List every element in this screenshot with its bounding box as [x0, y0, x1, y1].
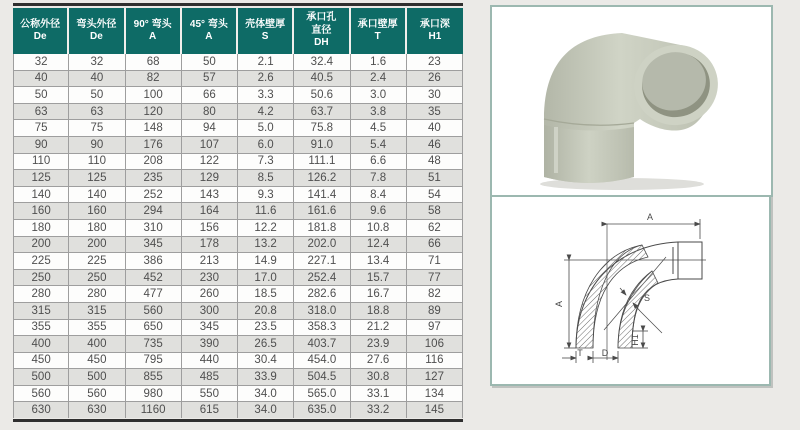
table-cell: 35 [407, 104, 463, 121]
dimension-diagram-panel [490, 195, 771, 386]
table-cell: 106 [407, 336, 463, 353]
table-cell: 63 [69, 104, 125, 121]
column-header-8 [407, 8, 463, 54]
table-cell: 345 [126, 237, 182, 254]
table-cell: 125 [13, 170, 69, 187]
table-cell: 315 [69, 303, 125, 320]
table-cell: 450 [69, 353, 125, 370]
column-header-line: DH [314, 37, 329, 49]
table-cell: 1160 [126, 402, 182, 418]
table-cell: 40 [407, 120, 463, 137]
table-cell: 57 [182, 71, 238, 88]
table-cell: 26 [407, 71, 463, 88]
column-header-line: 承口深 [419, 18, 450, 30]
table-cell: 213 [182, 253, 238, 270]
column-header-line: A [205, 31, 213, 42]
table-cell: 980 [126, 386, 182, 403]
label-t: T [577, 348, 583, 358]
table-cell: 12.2 [238, 220, 294, 237]
column-header-line: 承口孔 [306, 12, 337, 24]
column-header-3 [126, 8, 182, 54]
table-cell: 50.6 [294, 87, 350, 104]
table-row [13, 253, 463, 270]
table-cell: 358.3 [294, 320, 350, 337]
table-cell: 68 [126, 54, 182, 71]
table-cell: 294 [126, 203, 182, 220]
elbow-photo [492, 7, 771, 195]
table-cell: 58 [407, 203, 463, 220]
table-cell: 140 [13, 187, 69, 204]
table-cell: 110 [69, 154, 125, 171]
elbow-dimension-diagram [492, 197, 769, 384]
table-cell: 280 [13, 286, 69, 303]
table-cell: 18.5 [238, 286, 294, 303]
table-cell: 50 [13, 87, 69, 104]
table-row [13, 137, 463, 154]
table-cell: 32.4 [294, 54, 350, 71]
column-header-line: 承口壁厚 [357, 18, 398, 30]
table-cell: 565.0 [294, 386, 350, 403]
table-cell: 477 [126, 286, 182, 303]
column-header-line: De [33, 31, 47, 42]
table-cell: 164 [182, 203, 238, 220]
table-cell: 7.8 [351, 170, 407, 187]
label-s: S [644, 293, 651, 303]
table-row [13, 336, 463, 353]
table-row [13, 71, 463, 88]
table-cell: 145 [407, 402, 463, 418]
table-cell: 148 [126, 120, 182, 137]
table-cell: 125 [69, 170, 125, 187]
table-cell: 97 [407, 320, 463, 337]
table-cell: 176 [126, 137, 182, 154]
table-cell: 318.0 [294, 303, 350, 320]
table-cell: 48 [407, 154, 463, 171]
table-row [13, 87, 463, 104]
table-cell: 3.8 [351, 104, 407, 121]
table-cell: 181.8 [294, 220, 350, 237]
table-cell: 161.6 [294, 203, 350, 220]
s-leader [640, 311, 662, 333]
table-cell: 355 [69, 320, 125, 337]
table-cell: 77 [407, 270, 463, 287]
table-cell: 282.6 [294, 286, 350, 303]
table-cell: 89 [407, 303, 463, 320]
table-cell: 200 [69, 237, 125, 254]
table-cell: 6.0 [238, 137, 294, 154]
table-cell: 40 [69, 71, 125, 88]
table-cell: 75 [13, 120, 69, 137]
table-cell: 345 [182, 320, 238, 337]
table-cell: 75 [69, 120, 125, 137]
table-cell: 504.5 [294, 369, 350, 386]
table-row [13, 303, 463, 320]
table-cell: 452 [126, 270, 182, 287]
column-header-line: T [374, 31, 381, 42]
table-cell: 134 [407, 386, 463, 403]
table-cell: 200 [13, 237, 69, 254]
table-cell: 4.5 [351, 120, 407, 137]
label-a-top: A [646, 212, 654, 222]
table-cell: 5.0 [238, 120, 294, 137]
table-cell: 180 [13, 220, 69, 237]
table-row [13, 154, 463, 171]
table-cell: 178 [182, 237, 238, 254]
table-row [13, 104, 463, 121]
table-cell: 90 [13, 137, 69, 154]
table-cell: 82 [126, 71, 182, 88]
table-cell: 156 [182, 220, 238, 237]
table-cell: 33.9 [238, 369, 294, 386]
table-cell: 485 [182, 369, 238, 386]
table-cell: 300 [182, 303, 238, 320]
table-cell: 26.5 [238, 336, 294, 353]
table-cell: 202.0 [294, 237, 350, 254]
table-cell: 280 [69, 286, 125, 303]
table-cell: 3.3 [238, 87, 294, 104]
s-arrow-1 [620, 288, 626, 295]
table-cell: 50 [69, 87, 125, 104]
table-row [13, 170, 463, 187]
table-cell: 23.5 [238, 320, 294, 337]
table-cell: 3.0 [351, 87, 407, 104]
table-row [13, 320, 463, 337]
column-header-line: S [261, 31, 269, 42]
table-cell: 140 [69, 187, 125, 204]
table-cell: 400 [13, 336, 69, 353]
table-cell: 4.2 [238, 104, 294, 121]
table-cell: 550 [182, 386, 238, 403]
table-header [13, 8, 463, 54]
column-header-6 [294, 8, 350, 54]
table-cell: 63 [13, 104, 69, 121]
table-row [13, 353, 463, 370]
table-row [13, 54, 463, 71]
table-cell: 13.2 [238, 237, 294, 254]
table-cell: 75.8 [294, 120, 350, 137]
table-row [13, 286, 463, 303]
column-header-line: 弯头外径 [76, 18, 117, 30]
table-cell: 23 [407, 54, 463, 71]
table-cell: 250 [69, 270, 125, 287]
header-row [13, 8, 463, 54]
table-cell: 315 [13, 303, 69, 320]
table-cell: 17.0 [238, 270, 294, 287]
table-cell: 855 [126, 369, 182, 386]
table-cell: 386 [126, 253, 182, 270]
column-header-line: H1 [428, 31, 442, 42]
table-cell: 94 [182, 120, 238, 137]
table-cell: 40.5 [294, 71, 350, 88]
column-header-4 [182, 8, 238, 54]
table-cell: 34.0 [238, 386, 294, 403]
column-header-line: A [149, 31, 157, 42]
column-header-line: 壳体壁厚 [245, 18, 286, 30]
column-header-line: 90° 弯头 [133, 18, 172, 30]
table-cell: 6.6 [351, 154, 407, 171]
table-cell: 30.8 [351, 369, 407, 386]
label-h1: H1 [630, 334, 640, 346]
table-row [13, 237, 463, 254]
table-cell: 225 [13, 253, 69, 270]
table-cell: 310 [126, 220, 182, 237]
table-cell: 34.0 [238, 402, 294, 418]
table-cell: 630 [69, 402, 125, 418]
label-d: D [601, 348, 609, 358]
table-cell: 227.1 [294, 253, 350, 270]
table-cell: 90 [69, 137, 125, 154]
table-row [13, 369, 463, 386]
elbow-spec-table [13, 8, 463, 418]
table-cell: 141.4 [294, 187, 350, 204]
table-cell: 50 [182, 54, 238, 71]
table-row [13, 270, 463, 287]
table-row [13, 203, 463, 220]
table-cell: 250 [13, 270, 69, 287]
column-header-7 [351, 8, 407, 54]
table-cell: 560 [13, 386, 69, 403]
table-cell: 735 [126, 336, 182, 353]
column-header-2 [69, 8, 125, 54]
table-cell: 66 [182, 87, 238, 104]
table-cell: 12.4 [351, 237, 407, 254]
table-cell: 260 [182, 286, 238, 303]
table-cell: 225 [69, 253, 125, 270]
table-cell: 560 [69, 386, 125, 403]
column-header-5 [238, 8, 294, 54]
table-cell: 110 [13, 154, 69, 171]
table-cell: 11.6 [238, 203, 294, 220]
table-cell: 7.3 [238, 154, 294, 171]
table-cell: 20.8 [238, 303, 294, 320]
table-body [13, 54, 463, 418]
table-cell: 23.9 [351, 336, 407, 353]
label-a-left: A [554, 300, 564, 308]
table-cell: 16.7 [351, 286, 407, 303]
table-cell: 160 [13, 203, 69, 220]
table-cell: 33.1 [351, 386, 407, 403]
table-cell: 403.7 [294, 336, 350, 353]
table-cell: 63.7 [294, 104, 350, 121]
table-cell: 15.7 [351, 270, 407, 287]
table-cell: 91.0 [294, 137, 350, 154]
table-cell: 2.6 [238, 71, 294, 88]
table-cell: 230 [182, 270, 238, 287]
table-cell: 46 [407, 137, 463, 154]
table-cell: 560 [126, 303, 182, 320]
table-cell: 450 [13, 353, 69, 370]
table-cell: 400 [69, 336, 125, 353]
table-cell: 5.4 [351, 137, 407, 154]
table-row [13, 402, 463, 418]
table-cell: 390 [182, 336, 238, 353]
table-cell: 8.5 [238, 170, 294, 187]
table-cell: 795 [126, 353, 182, 370]
table-cell: 30.4 [238, 353, 294, 370]
table-row [13, 120, 463, 137]
table-cell: 129 [182, 170, 238, 187]
table-cell: 180 [69, 220, 125, 237]
table-cell: 1.6 [351, 54, 407, 71]
spec-table [13, 3, 463, 422]
table-cell: 143 [182, 187, 238, 204]
table-cell: 40 [13, 71, 69, 88]
table-cell: 107 [182, 137, 238, 154]
table-cell: 54 [407, 187, 463, 204]
table-cell: 454.0 [294, 353, 350, 370]
table-cell: 100 [126, 87, 182, 104]
column-header-line: 45° 弯头 [189, 18, 228, 30]
table-cell: 51 [407, 170, 463, 187]
table-cell: 27.6 [351, 353, 407, 370]
table-cell: 30 [407, 87, 463, 104]
table-cell: 252 [126, 187, 182, 204]
socket-outline [678, 242, 702, 279]
table-cell: 32 [69, 54, 125, 71]
table-cell: 122 [182, 154, 238, 171]
table-cell: 120 [126, 104, 182, 121]
table-cell: 14.9 [238, 253, 294, 270]
table-cell: 635.0 [294, 402, 350, 418]
table-cell: 9.3 [238, 187, 294, 204]
table-cell: 615 [182, 402, 238, 418]
table-cell: 160 [69, 203, 125, 220]
table-cell: 440 [182, 353, 238, 370]
table-cell: 2.1 [238, 54, 294, 71]
table-cell: 235 [126, 170, 182, 187]
table-cell: 208 [126, 154, 182, 171]
table-cell: 66 [407, 237, 463, 254]
table-cell: 80 [182, 104, 238, 121]
table-cell: 126.2 [294, 170, 350, 187]
table-row [13, 187, 463, 204]
column-header-1 [13, 8, 69, 54]
table-cell: 111.1 [294, 154, 350, 171]
column-header-line: 公称外径 [20, 18, 61, 30]
table-cell: 21.2 [351, 320, 407, 337]
table-cell: 116 [407, 353, 463, 370]
column-header-line: De [89, 31, 103, 42]
table-cell: 33.2 [351, 402, 407, 418]
table-row [13, 386, 463, 403]
table-cell: 13.4 [351, 253, 407, 270]
table-row [13, 220, 463, 237]
product-photo-panel [490, 5, 773, 197]
table-cell: 500 [13, 369, 69, 386]
table-cell: 18.8 [351, 303, 407, 320]
table-cell: 252.4 [294, 270, 350, 287]
table-cell: 500 [69, 369, 125, 386]
table-cell: 127 [407, 369, 463, 386]
column-header-line: 直径 [311, 24, 332, 36]
table-cell: 355 [13, 320, 69, 337]
table-cell: 630 [13, 402, 69, 418]
table-cell: 10.8 [351, 220, 407, 237]
table-cell: 71 [407, 253, 463, 270]
table-cell: 650 [126, 320, 182, 337]
table-cell: 82 [407, 286, 463, 303]
table-cell: 62 [407, 220, 463, 237]
table-cell: 2.4 [351, 71, 407, 88]
table-cell: 32 [13, 54, 69, 71]
table-cell: 9.6 [351, 203, 407, 220]
table-cell: 8.4 [351, 187, 407, 204]
